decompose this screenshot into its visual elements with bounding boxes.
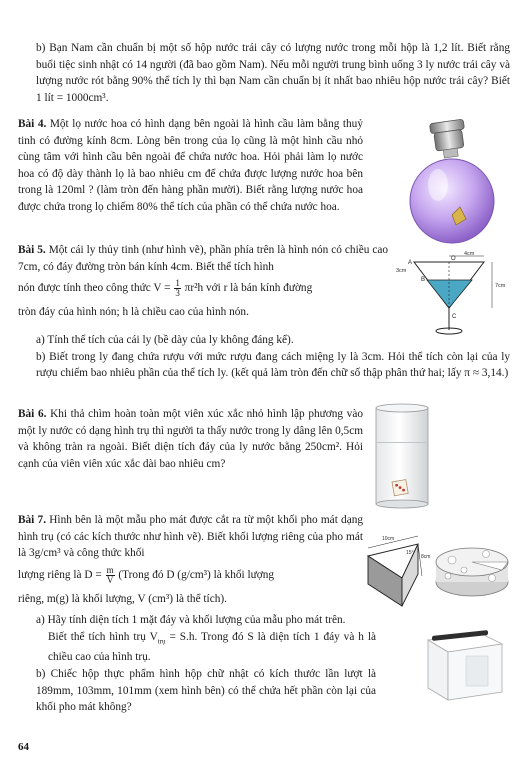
- fraction-denominator: 3: [175, 288, 180, 299]
- exercise-7-subscript: trụ: [157, 636, 166, 645]
- exercise-7-label: Bài 7.: [18, 514, 47, 526]
- exercise-4-text: Một lọ nước hoa có hình dạng bên ngoài là hình cầu làm bằng thuỷ tinh có đường kính 8cm. Lòng bên trong của lọ cũng là một hình cầu nhỏ cùng tâm với hình cầu bên ngoài để chứa nước hoa. Hỏi phải làm lọ nước hoa có độ dày thành lọ là bao nhiêu cm để chứa được lượng nước hoa bên trong là 120ml ? (làm tròn đến hàng phần mười). Biết rằng lượng nước hoa được chứa trong lọ chiếm 80% thể tích của phần có thể chứa nước hoa.: [18, 118, 363, 213]
- label-radius: 10cm: [382, 536, 395, 542]
- exercise-5-text-2: tròn đáy của hình nón; h là chiều cao của hình nón.: [18, 306, 249, 319]
- label-point-o: O: [451, 256, 456, 262]
- exercise-5-formula-post: πr²h với r là bán kính đường: [184, 282, 313, 295]
- question-b-intro: [36, 40, 510, 106]
- exercise-5-formula-pre: nón được tính theo công thức V =: [18, 282, 171, 295]
- exercise-7-parts: [36, 612, 376, 716]
- density-numerator: m: [106, 564, 114, 575]
- formula-fraction: [174, 279, 181, 298]
- exercise-7: [18, 512, 363, 607]
- exercise-5-part-b: b) Biết trong ly đang chứa rượu với mức rượu đang cách miệng ly là 3cm. Hỏi thể tích còn lại của ly rượu chiếm bao nhiêu phần của thể tích ly. (kết quả làm tròn đến chữ số thập phân thứ hai; lấy π ≈ 3,14.): [36, 350, 510, 380]
- exercise-6-label: Bài 6.: [18, 408, 47, 420]
- label-3cm: 3cm: [396, 268, 407, 274]
- exercise-7-text-2: riêng, m(g) là khối lượng, V (cm³) là thể tích).: [18, 592, 227, 605]
- exercise-7-formula-post: (Trong đó D (g/cm³) là khối lượng: [118, 568, 275, 581]
- exercise-5-text-1: Một cái ly thủy tinh (như hình vẽ), phần phía trên là hình nón có chiều cao 7cm, có đáy đường tròn bán kính 4cm. Biết thể tích hình: [18, 244, 389, 273]
- label-point-c: C: [452, 314, 457, 320]
- exercise-6-text: Khi thả chìm hoàn toàn một viên xúc xắc nhỏ hình lập phương vào một ly nước có dạng hình trụ thì người ta thấy nước trong ly dâng lên 0,5cm và không tràn ra ngoài. Biết diện tích đáy của ly nước bằng 250cm². Hỏi cạnh của viên viên xúc xắc dài bao nhiêu cm?: [18, 408, 363, 470]
- exercise-7-part-b: b) Chiếc hộp thực phẩm hình hộp chữ nhật có kích thước lần lượt là 189mm, 103mm, 101mm (xem hình bên) có thể chứa hết phần còn lại của khối pho mát không?: [36, 668, 376, 714]
- cone-glass-diagram: [392, 250, 514, 336]
- exercise-7-part-a-2: Biết thể tích hình trụ V: [48, 630, 158, 643]
- label-4cm: 4cm: [464, 251, 475, 257]
- page-number: 64: [18, 741, 29, 753]
- label-angle: 15°: [406, 550, 414, 556]
- water-glass-dice-image: [368, 402, 436, 512]
- density-fraction: [106, 566, 115, 585]
- exercise-6: [18, 406, 363, 472]
- exercise-5-parts: [36, 332, 510, 382]
- density-denominator: V: [106, 574, 114, 585]
- label-point-b: B: [421, 277, 426, 283]
- perfume-bottle-image: [392, 115, 510, 245]
- exercise-7-text-1: Hình bên là một mẫu pho mát được cắt ra từ một khối pho mát dạng hình trụ (có các kích thước như hình vẽ). Biết khối lượng riêng của pho mát là 3g/cm³ và công thức khối: [18, 514, 364, 560]
- exercise-4: [18, 116, 363, 216]
- label-height: 8cm: [421, 554, 431, 560]
- food-container-image: [422, 626, 508, 706]
- cheese-wedge-diagram: [362, 530, 434, 612]
- exercise-5-part-a: a) Tính thể tích của cái ly (bề dày của ly không đáng kể).: [36, 334, 294, 346]
- question-b-text: b) Bạn Nam cần chuẩn bị một số hộp nước trái cây có lượng nước trong mỗi hộp là 1,2 lít. Biết rằng buổi tiệc sinh nhật có 14 người (đã bao gồm Nam). Nếu mỗi người trung bình uống 3 ly nước trái cây và lượng nước rót bằng 90% thể tích ly thì bạn Nam cần chuẩn bị ít nhất bao nhiêu hộp nước trái cây? Biết 1 lít = 1000cm³.: [36, 42, 510, 104]
- exercise-5: [18, 242, 388, 321]
- exercise-7-part-a-3: = S.h. Trong đó S là diện tích 1 đáy và h là chiều cao của hình trụ.: [48, 630, 376, 664]
- fraction-numerator: 1: [175, 278, 180, 289]
- exercise-7-formula-pre: lượng riêng là D =: [18, 568, 102, 581]
- cheese-wheel-image: [432, 540, 514, 606]
- exercise-4-label: Bài 4.: [18, 118, 47, 130]
- label-point-a: A: [408, 260, 413, 266]
- exercise-5-label: Bài 5.: [18, 244, 46, 256]
- exercise-7-part-a-1: a) Hãy tính diện tích 1 mặt đáy và khối lượng của mẫu pho mát trên.: [36, 614, 346, 626]
- label-7cm: 7cm: [495, 283, 506, 289]
